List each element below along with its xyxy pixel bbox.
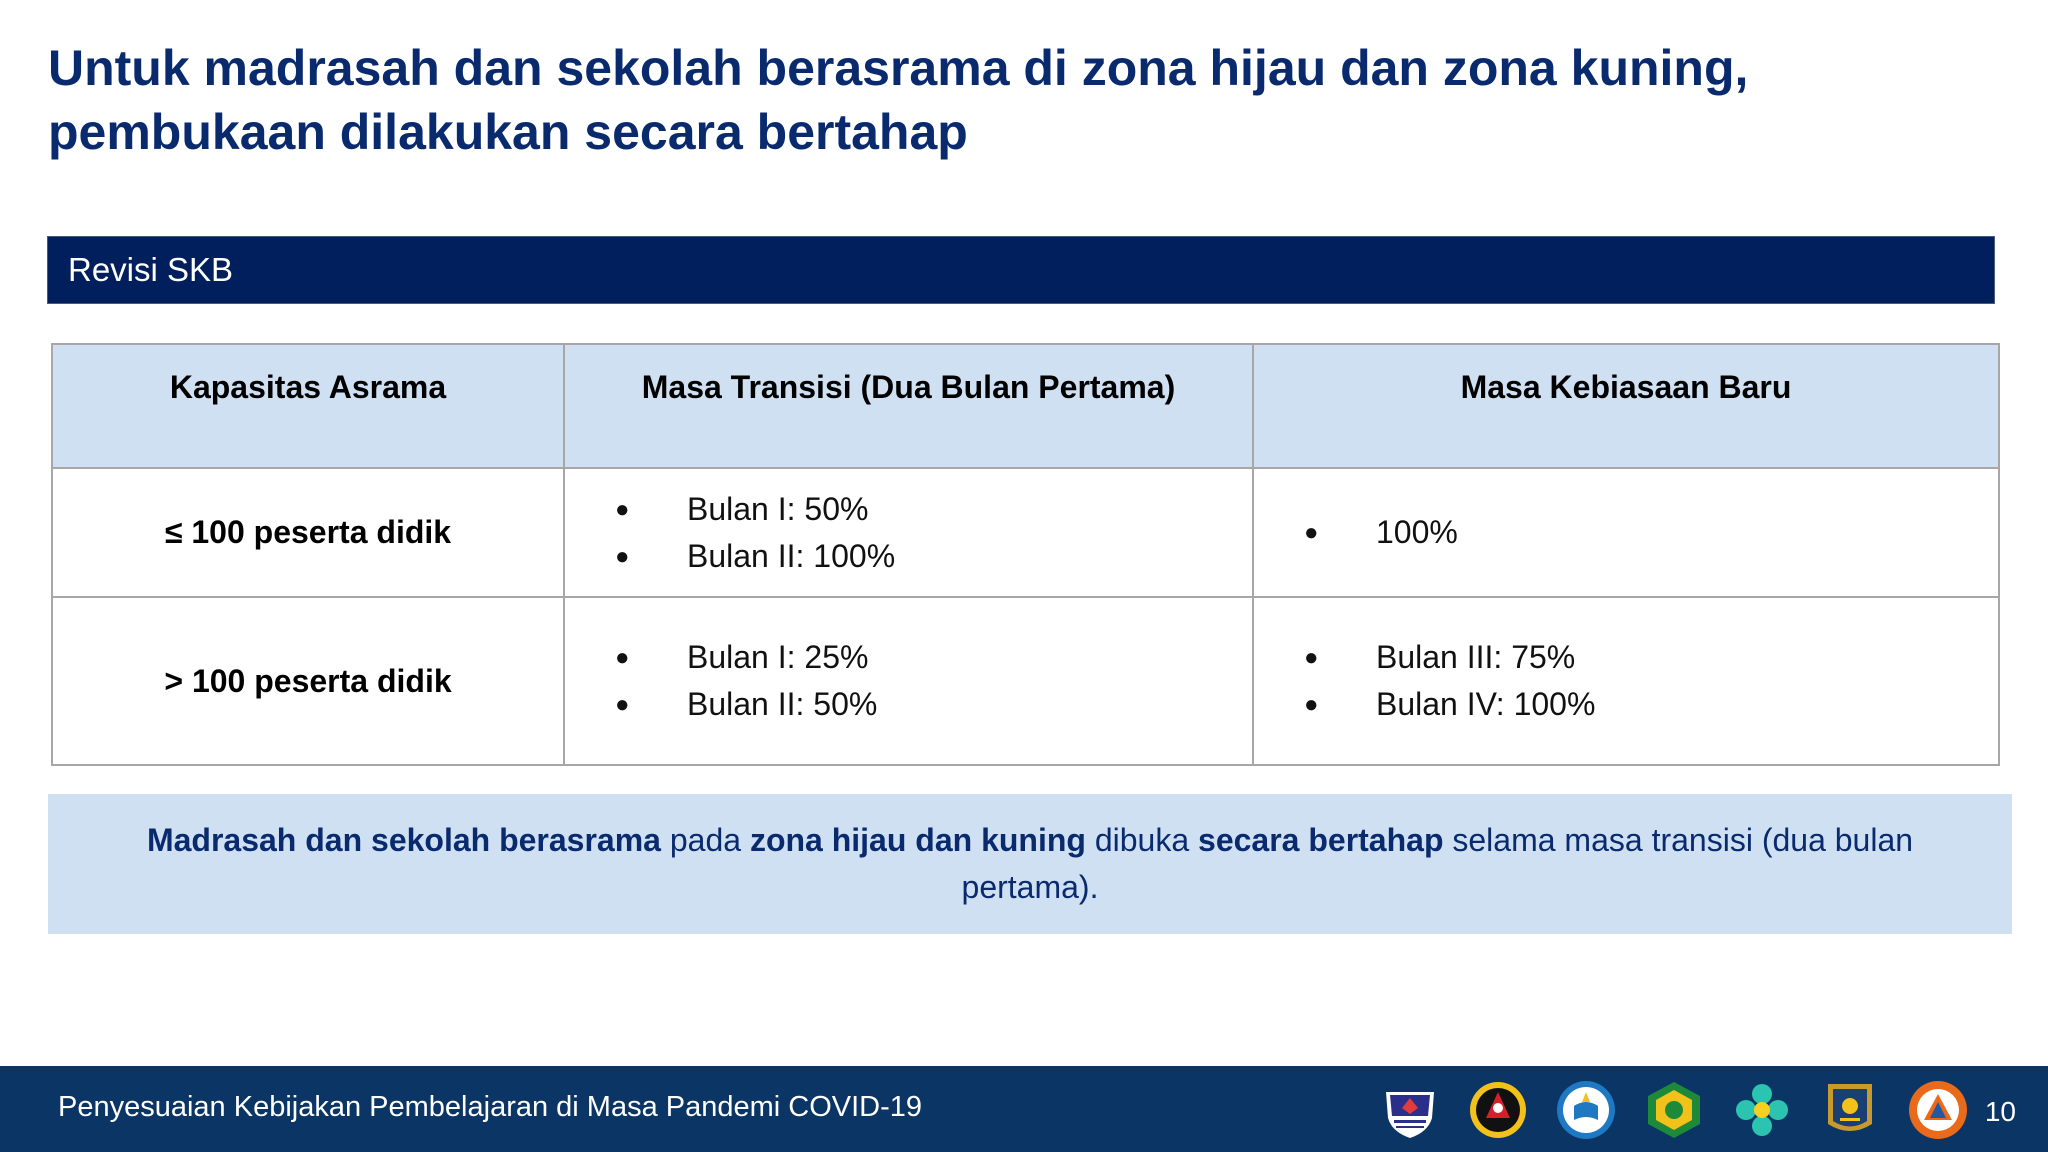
new-normal-cell bbox=[1253, 468, 1999, 597]
list-item: ● Bulan II: 100% bbox=[565, 533, 1252, 580]
table-header-cell bbox=[564, 344, 1253, 468]
transition-cell bbox=[564, 468, 1253, 597]
capacity-cell: > 100 peserta didik bbox=[52, 597, 564, 765]
table-header-row bbox=[52, 344, 1999, 468]
list-item: ● Bulan III: 75% bbox=[1254, 634, 1998, 681]
covid-task-force-logo-icon bbox=[1378, 1078, 1442, 1142]
table-row bbox=[52, 597, 1999, 765]
footer-title: Penyesuaian Kebijakan Pembelajaran di Masa Pandemi COVID-19 bbox=[58, 1091, 923, 1123]
note-emphasis: Madrasah dan sekolah berasrama bbox=[146, 822, 661, 858]
slide-title-line-2: pembukaan dilakukan secara bertahap bbox=[48, 104, 968, 160]
kemenkes-logo-icon bbox=[1730, 1078, 1794, 1142]
section-banner bbox=[47, 236, 1995, 304]
partner-logos bbox=[1378, 1078, 1958, 1142]
footer-bar bbox=[0, 1066, 2048, 1152]
slide-title-line-1: Untuk madrasah dan sekolah berasrama di zona hijau dan zona kuning, bbox=[48, 40, 1749, 96]
note-emphasis: secara bertahap bbox=[1198, 822, 1444, 858]
list-item: ● Bulan IV: 100% bbox=[1254, 681, 1998, 728]
note-text-span: dibuka bbox=[1085, 822, 1199, 858]
note-text-span: selama masa transisi (dua bulan pertama). bbox=[961, 822, 1914, 905]
transition-cell bbox=[564, 597, 1253, 765]
capacity-cell: ≤ 100 peserta didik bbox=[52, 468, 564, 597]
table-row bbox=[52, 468, 1999, 597]
slide-title bbox=[48, 36, 1948, 164]
list-item: ● Bulan I: 50% bbox=[565, 486, 1252, 533]
list-item: ● Bulan I: 25% bbox=[565, 634, 1252, 681]
new-normal-cell bbox=[1253, 597, 1999, 765]
header-new-normal: Masa Kebiasaan Baru bbox=[1460, 369, 1792, 405]
section-banner-label: Revisi SKB bbox=[68, 251, 234, 288]
note-text-span: pada bbox=[660, 822, 750, 858]
kemendikbud-logo-icon bbox=[1554, 1078, 1618, 1142]
table-header-cell bbox=[1253, 344, 1999, 468]
kemenag-logo-icon bbox=[1642, 1078, 1706, 1142]
page-number: 10 bbox=[1984, 1096, 2016, 1127]
transition-list bbox=[565, 486, 1252, 580]
note-emphasis: zona hijau dan kuning bbox=[749, 822, 1086, 858]
summary-note bbox=[48, 794, 2012, 934]
summary-note-text bbox=[88, 817, 1972, 911]
transition-list bbox=[565, 634, 1252, 728]
tni-logo-icon bbox=[1466, 1078, 1530, 1142]
table-header-cell bbox=[52, 344, 564, 468]
new-normal-list bbox=[1254, 509, 1998, 556]
header-transition: Masa Transisi (Dua Bulan Pertama) bbox=[641, 369, 1176, 405]
list-item: ● 100% bbox=[1254, 509, 1998, 556]
header-capacity: Kapasitas Asrama bbox=[169, 369, 447, 405]
list-item: ● Bulan II: 50% bbox=[565, 681, 1252, 728]
new-normal-list bbox=[1254, 634, 1998, 728]
kemendagri-logo-icon bbox=[1818, 1078, 1882, 1142]
capacity-table bbox=[51, 343, 2000, 766]
bnpb-logo-icon bbox=[1906, 1078, 1970, 1142]
